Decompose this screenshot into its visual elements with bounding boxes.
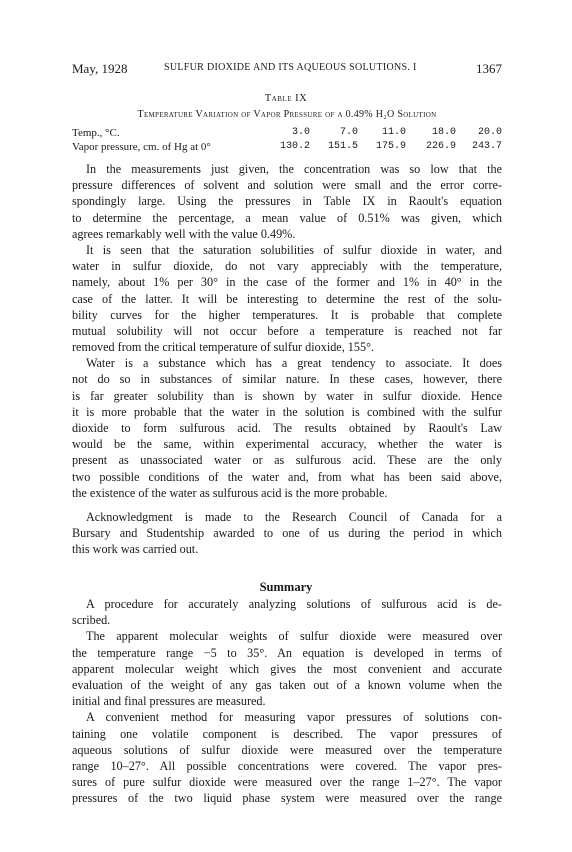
text-line: apparent molecular weight which gives the most convenient and accurate — [72, 661, 502, 676]
text-line: the existence of the water as sulfurous acid is the more probable. — [72, 485, 388, 500]
text-line: removed from the critical temperature of sulfur dioxide, 155°. — [72, 340, 375, 355]
text-line: The apparent molecular weights of sulfur dioxide were measured over — [86, 629, 502, 644]
paragraph-raoult-check — [72, 161, 502, 242]
text-line: to determine the percentage, a mean value of 0.51% was given, which — [72, 210, 502, 225]
body-text-summary — [72, 596, 502, 806]
text-line: agrees remarkably well with the value 0.49%. — [72, 226, 296, 241]
table-cell: 130.2 — [279, 141, 310, 152]
text-line: not do so in substances of similar nature. In these cases, however, there — [72, 372, 502, 387]
text-line: pressures of the two liquid phase system were measured over the range — [72, 791, 502, 806]
table-title: Table IX — [264, 93, 308, 104]
text-line: aqueous solutions of sulfur dioxide were measured over the temperature — [72, 742, 502, 757]
summary-heading: Summary — [259, 580, 313, 594]
paragraph-solubility — [72, 242, 502, 355]
text-line: bility curves for the higher temperatures. It is probable that complete — [72, 307, 502, 322]
paragraph-association — [72, 355, 502, 501]
text-line: In the measurements just given, the concentration was so low that the — [86, 162, 502, 176]
text-line: dioxide to form sulfurous acid. The results obtained by Raoult's Law — [72, 421, 502, 435]
text-line: is far greater solubility than is shown by water in sulfur dioxide. Hence — [72, 388, 502, 403]
running-title: SULFUR DIOXIDE AND ITS AQUEOUS SOLUTIONS. I — [164, 62, 417, 73]
text-line: namely, about 1% per 30° in the case of the former and 1% in 40° in the — [72, 275, 502, 290]
table-cell: 243.7 — [471, 141, 502, 152]
text-line: the temperature range −5 to 35°. An equation is developed in terms of — [72, 645, 502, 660]
table-cell: 151.5 — [327, 141, 358, 152]
table-row-vapor-pressure — [72, 141, 502, 155]
body-text-upper — [72, 161, 502, 501]
text-line: sures of pure sulfur dioxide were measured over the range 1–27°. The vapor — [72, 775, 502, 790]
text-line: pressure differences of solvent and solution were small and the error corre- — [72, 178, 502, 193]
paragraph-summary-molecular-weights — [72, 628, 502, 709]
text-line: water in sulfur dioxide, do not vary appreciably with the temperature, — [72, 259, 502, 274]
text-line: Water is a substance which has a great tendency to associate. It does — [86, 356, 502, 371]
issue-date: May, 1928 — [72, 61, 128, 76]
text-line: taining one volatile component is described. The vapor pressures of — [72, 726, 502, 741]
text-line: evaluation of the weight of any gas taken out of a known volume when the — [72, 677, 502, 692]
text-line: it is more probable that the water in the solution is combined with the sulfur — [72, 404, 502, 419]
text-line: It is seen that the saturation solubilities of sulfur dioxide in water, and — [86, 242, 502, 257]
text-line: mutual solubility will not occur before a temperature is reached not far — [72, 323, 502, 338]
text-line: scribed. — [72, 613, 111, 628]
table-row-label: Vapor pressure, cm. of Hg at 0° — [72, 141, 211, 153]
text-line: this work was carried out. — [72, 542, 199, 557]
text-line: spondingly large. Using the pressures in Table IX in Raoult's equation — [72, 194, 502, 209]
paragraph-summary-vapor-pressures — [72, 709, 502, 806]
table-cell: 7.0 — [339, 127, 358, 138]
text-line: Acknowledgment is made to the Research Council of Canada for a — [86, 510, 502, 524]
text-line: range 10–27°. All possible concentrations were covered. The vapor pres- — [72, 758, 502, 773]
page-header — [72, 61, 502, 77]
table-cell: 3.0 — [291, 127, 310, 138]
text-line: would be the same, within experimental accuracy, whether the water is — [72, 437, 502, 452]
table-caption: Temperature Variation of Vapor Pressure of a 0.49% H₂O Solution — [137, 109, 437, 120]
text-line: initial and final pressures are measured. — [72, 694, 266, 709]
table-cell: 20.0 — [477, 127, 502, 138]
text-line: A procedure for accurately analyzing solutions of sulfurous acid is de- — [86, 597, 502, 611]
text-line: two possible conditions of the water and, from what has been said above, — [72, 469, 502, 484]
table-cell: 11.0 — [381, 127, 406, 138]
text-line: A convenient method for measuring vapor pressures of solutions con- — [86, 710, 502, 725]
table-row-label: Temp., °C. — [72, 127, 120, 139]
page-number: 1367 — [476, 61, 502, 76]
text-line: case of the latter. It will be interesting to determine the rest of the solu- — [72, 291, 502, 306]
table-cell: 175.9 — [375, 141, 406, 152]
table-cell: 226.9 — [425, 141, 456, 152]
paragraph-summary-analysis — [72, 596, 502, 628]
table-cell: 18.0 — [431, 127, 456, 138]
text-line: present as unassociated water or as sulfurous acid. These are the only — [72, 453, 502, 468]
table-row-temperature — [72, 127, 502, 141]
paragraph-acknowledgment — [72, 509, 502, 558]
text-line: Bursary and Studentship awarded to one of us during the period in which — [72, 526, 502, 541]
